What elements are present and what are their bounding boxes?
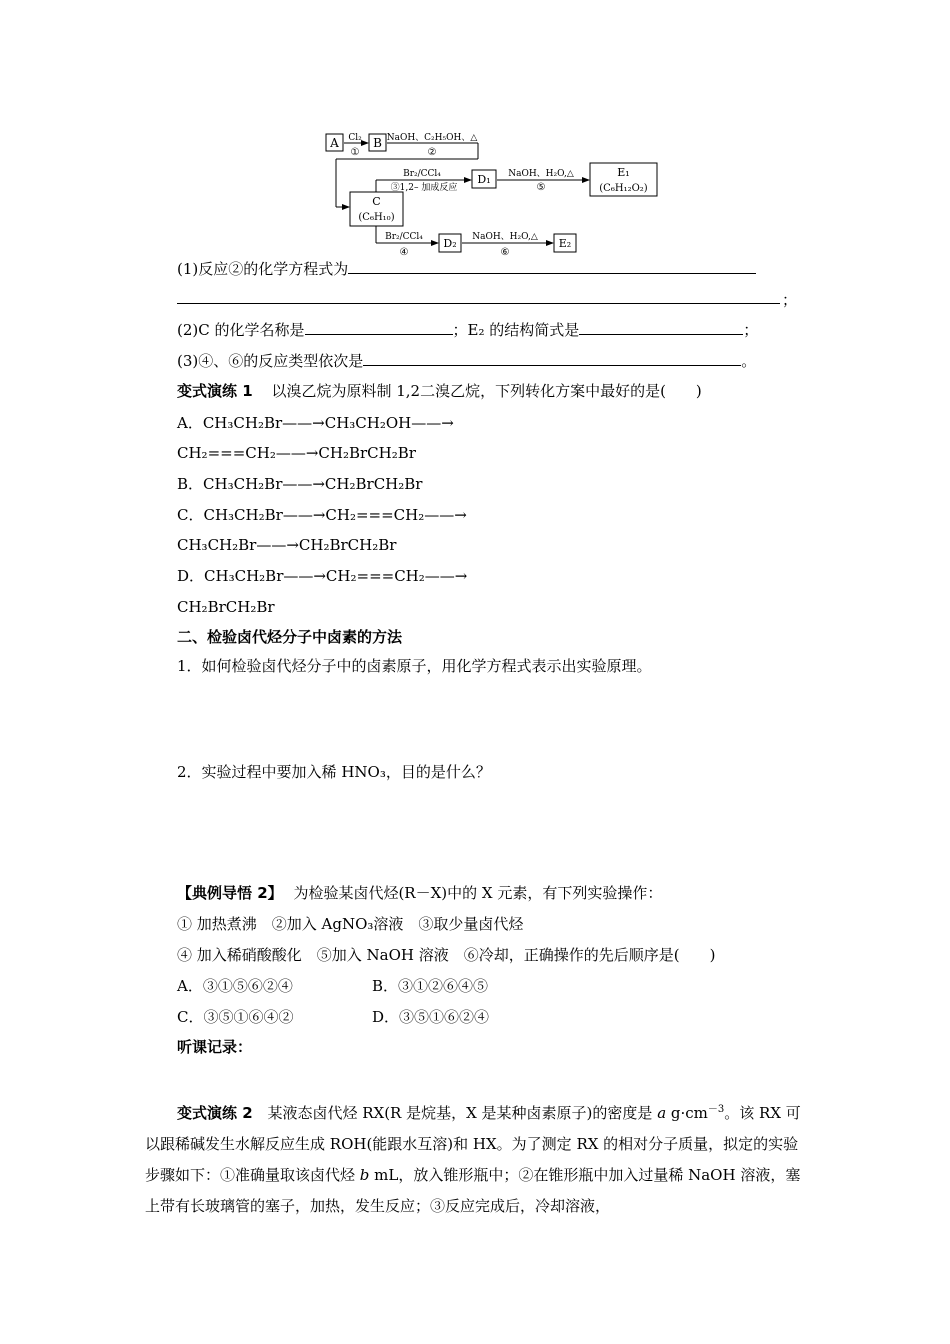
box-E1-line2: (C₆H₁₂O₂)	[599, 183, 648, 194]
variant2-text-3: 。该 RX 可以跟稀碱发生水解反应生成 ROH(能跟水互溶)和 HX。为了测定 RX 的相对分子质量，拟定的实验步骤如下：①准确量取该卤代烃	[145, 1104, 801, 1184]
arrow5-reagent: NaOH、H₂O,△	[508, 169, 574, 179]
question-1-end	[782, 290, 797, 310]
arrow1-number: ①	[350, 147, 360, 158]
variant2-text-4: mL，放入锥形瓶中；②在锥形瓶中加入过量稀 NaOH 溶液，塞上带有长玻璃管的塞子，加热，发生反应；③反应完成后，冷却溶液，	[145, 1166, 801, 1215]
arrow3-reagent: Br₂/CCl₄	[403, 169, 441, 179]
reaction-scheme-diagram	[0, 0, 950, 260]
box-C-line2: (C₆H₁₀)	[358, 212, 395, 223]
variant2-text-2: g·cm	[666, 1104, 708, 1122]
question-3-text: (3)④、⑥的反应类型依次是	[177, 352, 364, 370]
example2-stem-line	[177, 883, 662, 903]
section2-heading: 二、检验卤代烃分子中卤素的方法	[177, 628, 403, 646]
box-C-line1: C	[372, 195, 381, 208]
variant2-title: 变式演练 2	[177, 1104, 253, 1122]
question-2-text: (2)C 的化学名称是	[177, 321, 305, 339]
answer-blank-1-cont[interactable]	[177, 303, 780, 304]
variant2-volume-var: b	[359, 1166, 370, 1184]
question-1-end-text: ；	[782, 291, 798, 309]
variant1-title: 变式演练 1	[177, 382, 253, 400]
variant1-option-A-line1: A．CH₃CH₂Br——→CH₃CH₂OH——→	[177, 414, 454, 432]
box-D2-label: D₂	[443, 237, 457, 250]
section2-item-1: 1．如何检验卤代烃分子中的卤素原子，用化学方程式表示出实验原理。	[177, 657, 652, 675]
example2-stem: 为检验某卤代烃(R－X)中的 X 元素，有下列实验操作：	[293, 884, 663, 902]
example2-operations-2: ④ 加入稀硝酸酸化 ⑤加入 NaOH 溶液 ⑥冷却，正确操作的先后顺序是( )	[177, 946, 716, 964]
variant1-stem-line	[177, 381, 702, 401]
answer-blank-3[interactable]	[363, 351, 741, 366]
question-1	[177, 259, 756, 279]
arrow5-number: ⑤	[536, 182, 546, 193]
box-E1-line1: E₁	[617, 166, 630, 179]
question-3-end: 。	[741, 352, 757, 370]
arrow2-reagent: NaOH、C₂H₅OH、△	[386, 133, 478, 143]
question-2	[177, 320, 758, 340]
answer-blank-2b[interactable]	[579, 320, 743, 335]
variant2-paragraph	[145, 1098, 805, 1222]
variant2-text-1: 某液态卤代烃 RX(R 是烷基，X 是某种卤素原子)的密度是	[267, 1104, 658, 1122]
variant1-option-C-line2: CH₃CH₂Br——→CH₂BrCH₂Br	[177, 536, 397, 554]
box-D1-label: D₁	[477, 173, 491, 186]
arrow6-number: ⑥	[500, 247, 510, 258]
variant1-option-B: B．CH₃CH₂Br——→CH₂BrCH₂Br	[177, 475, 423, 493]
answer-blank-2a[interactable]	[305, 320, 453, 335]
answer-blank-1[interactable]	[348, 259, 756, 274]
variant1-option-D-line2: CH₂BrCH₂Br	[177, 598, 275, 616]
box-E2-label: E₂	[558, 237, 572, 250]
example2-option-A: A．③①⑤⑥②④	[177, 977, 293, 995]
variant1-stem: 以溴乙烷为原料制 1,2二溴乙烷，下列转化方案中最好的是( )	[271, 382, 702, 400]
question-3	[177, 351, 756, 371]
variant1-option-C-line1: C．CH₃CH₂Br——→CH₂===CH₂——→	[177, 506, 467, 524]
question-2-mid: ；E₂ 的结构简式是	[452, 321, 580, 339]
example2-operations-1: ① 加热煮沸 ②加入 AgNO₃溶液 ③取少量卤代烃	[177, 915, 524, 933]
example2-option-B: B．③①②⑥④⑤	[372, 977, 489, 995]
example2-option-C: C．③⑤①⑥④②	[177, 1008, 294, 1026]
question-1-text: (1)反应②的化学方程式为	[177, 260, 349, 278]
variant2-density-var: a	[657, 1104, 667, 1122]
variant1-option-A-line2: CH₂===CH₂——→CH₂BrCH₂Br	[177, 444, 416, 462]
arrow6-reagent: NaOH、H₂O,△	[472, 232, 538, 242]
arrow1-reagent: Cl₂	[348, 133, 362, 143]
arrow3-condition: ③1,2– 加成反应	[390, 183, 458, 193]
question-2-end: ；	[743, 321, 759, 339]
arrow4-reagent: Br₂/CCl₄	[385, 232, 423, 242]
example2-notes-label: 听课记录：	[177, 1038, 253, 1056]
box-B-label: B	[373, 136, 382, 150]
example2-tag: 【典例导悟 2】	[177, 884, 283, 902]
variant1-option-D-line1: D．CH₃CH₂Br——→CH₂===CH₂——→	[177, 567, 468, 585]
box-A-label: A	[330, 136, 339, 150]
example2-option-D: D．③⑤①⑥②④	[372, 1008, 490, 1026]
arrow2-number: ②	[427, 147, 437, 158]
variant2-density-exp: －3	[707, 1104, 725, 1115]
arrow4-number: ④	[399, 247, 409, 258]
section2-item-2: 2．实验过程中要加入稀 HNO₃，目的是什么？	[177, 763, 491, 781]
